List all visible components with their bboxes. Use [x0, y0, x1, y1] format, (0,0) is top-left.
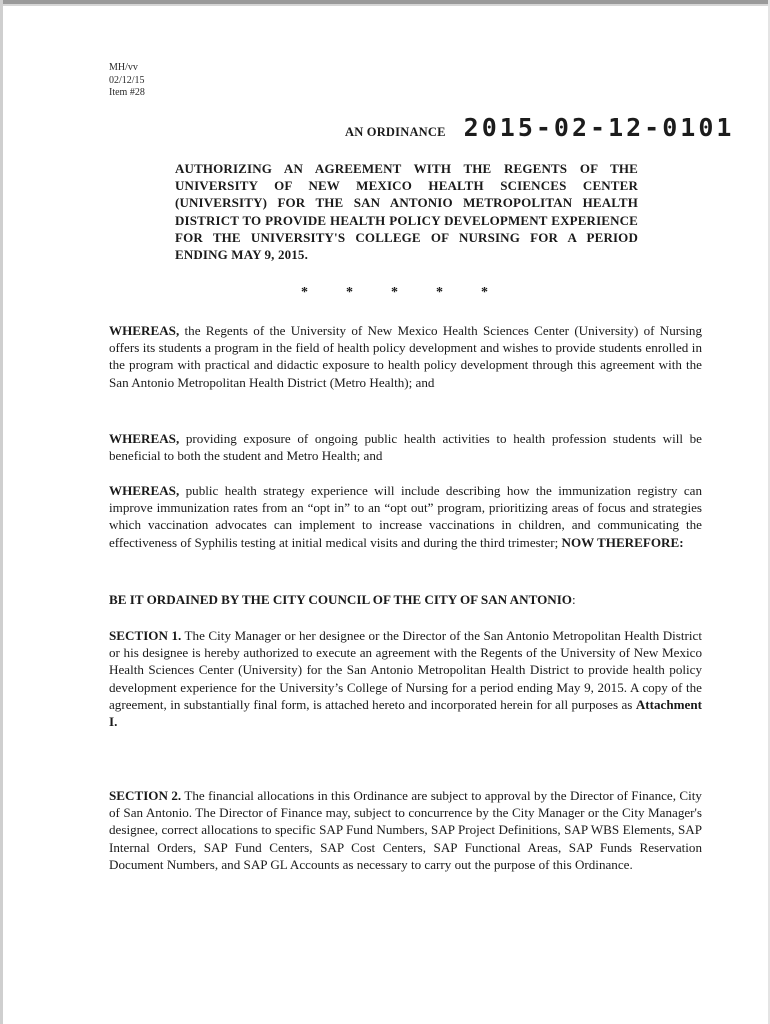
- agenda-item-number: Item #28: [109, 87, 145, 98]
- document-header-meta: [109, 62, 145, 100]
- separator-star: *: [481, 285, 488, 300]
- whereas-paragraph-2: [109, 430, 702, 464]
- ordinance-title: AUTHORIZING AN AGREEMENT WITH THE REGENTS OF THE UNIVERSITY OF NEW MEXICO HEALTH SCIENCES CENTER (UNIVERSITY) FOR THE SAN ANTONIO METROPOLITAN HEALTH DISTRICT TO PROVIDE HEALTH POLICY DEVELOPMENT EXPERIENCE FOR THE UNIVERSITY'S COLLEGE OF NURSING FOR A PERIOD ENDING MAY 9, 2015.: [175, 161, 638, 263]
- author-initials: MH/vv: [109, 62, 138, 73]
- ordinance-label: AN ORDINANCE: [345, 125, 446, 139]
- section-separator: [301, 285, 526, 301]
- ordinance-heading: [345, 113, 734, 142]
- ordinance-number-stamp: 2015-02-12-0101: [463, 113, 735, 142]
- paragraph-text: the Regents of the University of New Mexico Health Sciences Center (University) of Nursing offers its students a program in the field of health policy development and wishes to provide students enrolled in the program with practical and didactic exposure to health policy development through this agreement with the San Antonio Metropolitan Health District (Metro Health); and: [109, 323, 702, 390]
- document-date: 02/12/15: [109, 74, 145, 86]
- scan-border-left: [0, 0, 3, 1024]
- scan-border-top-shadow: [0, 4, 770, 6]
- separator-star: *: [346, 285, 353, 300]
- section-2-paragraph: [109, 787, 702, 873]
- ordaining-clause-text: BE IT ORDAINED BY THE CITY COUNCIL OF THE CITY OF SAN ANTONIO: [109, 592, 572, 607]
- paragraph-text: public health strategy experience will include describing how the immunization registry can improve immunization rates from an “opt in” to an “opt out” program, prioritizing areas of focus and strategies which vaccination advocates can implement to increase vaccinations in children, and communicating the effectiveness of Syphilis testing at initial medical visits and during the third trimester;: [109, 483, 702, 550]
- paragraph-text: providing exposure of ongoing public health activities to health profession students will be beneficial to both the student and Metro Health; and: [109, 431, 702, 464]
- paragraph-text: The financial allocations in this Ordinance are subject to approval by the Director of Finance, City of San Antonio. The Director of Finance may, subject to concurrence by the City Manager or the City Manager's designee, correct allocations to specific SAP Fund Numbers, SAP Project Definitions, SAP WBS Elements, SAP Internal Orders, SAP Fund Centers, SAP Cost Centers, SAP Functional Areas, SAP Funds Reservation Document Numbers, and SAP GL Accounts as necessary to carry out the purpose of this Ordinance.: [109, 788, 702, 872]
- attachment-reference: Attachment I.: [109, 696, 702, 730]
- paragraph-lead: WHEREAS,: [109, 483, 180, 498]
- paragraph-lead: WHEREAS,: [109, 323, 180, 338]
- ordaining-clause-colon: :: [572, 592, 576, 607]
- section-heading: SECTION 2.: [109, 788, 182, 803]
- now-therefore-clause: NOW THEREFORE:: [561, 534, 684, 550]
- ordaining-clause: [109, 591, 702, 608]
- separator-star: *: [391, 285, 398, 300]
- whereas-paragraph-3: [109, 482, 702, 551]
- paragraph-text: The City Manager or her designee or the Director of the San Antonio Metropolitan Health District or his designee is hereby authorized to execute an agreement with the Regents of the University of New Mexico Health Sciences Center (University) for the San Antonio Metropolitan Health District to provide health policy development experience for the University’s College of Nursing for a period ending May 9, 2015. A copy of the agreement, in substantially final form, is attached hereto and incorporated herein for all purposes as: [109, 628, 702, 712]
- paragraph-lead: WHEREAS,: [109, 431, 180, 446]
- separator-star: *: [301, 285, 308, 300]
- separator-star: *: [436, 285, 443, 300]
- section-heading: SECTION 1.: [109, 628, 182, 643]
- whereas-paragraph-1: [109, 322, 702, 391]
- section-1-paragraph: [109, 627, 702, 730]
